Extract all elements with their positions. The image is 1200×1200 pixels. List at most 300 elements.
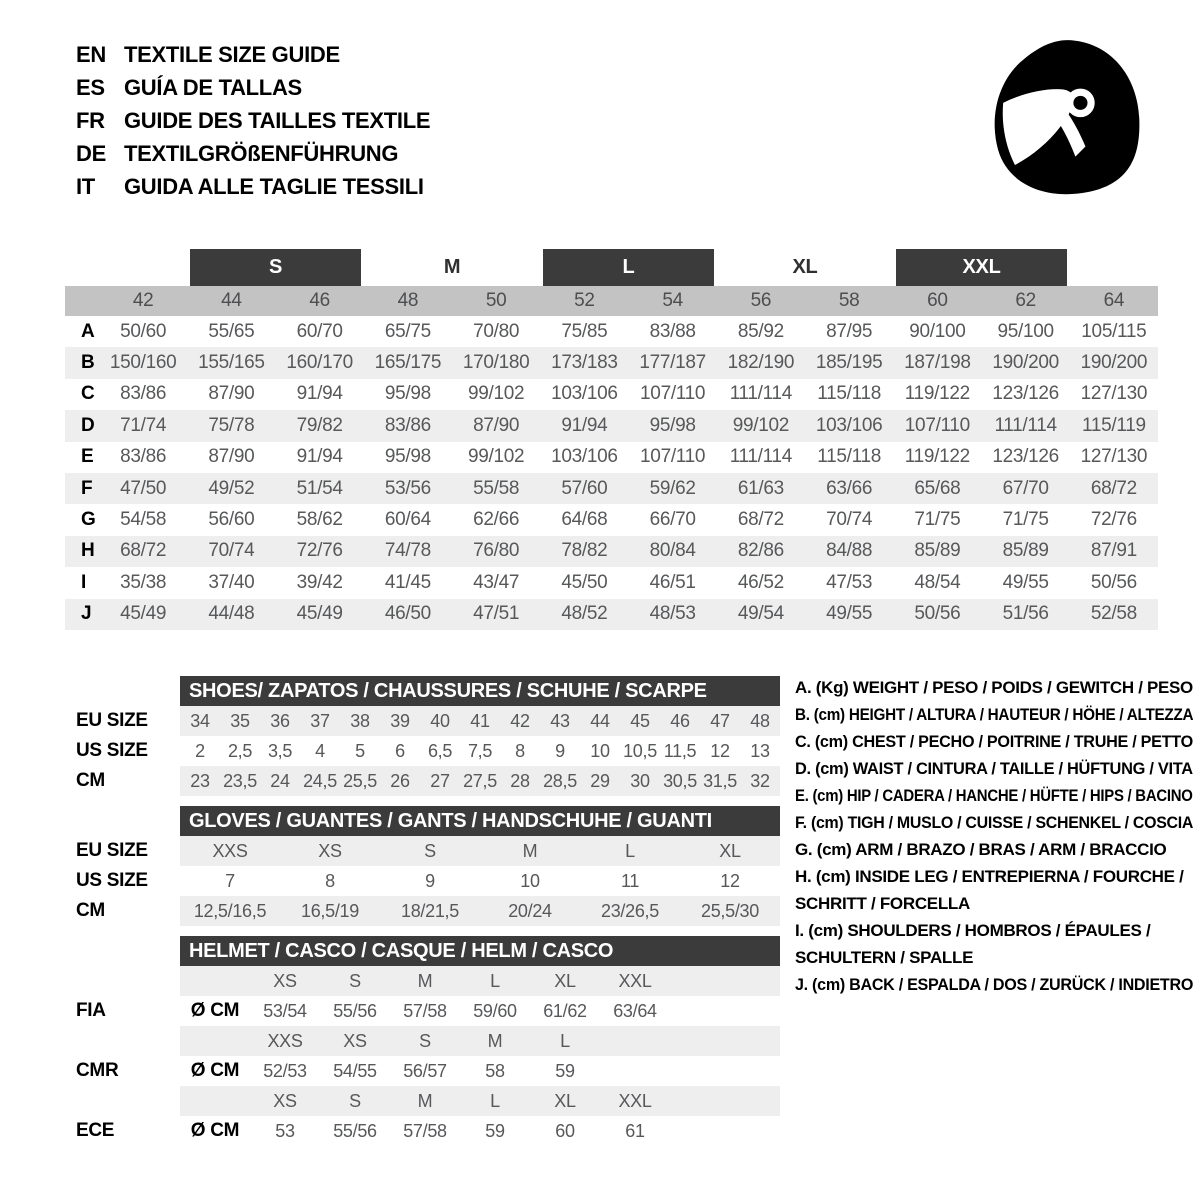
numeric-size-tick: 64 (1103, 290, 1125, 311)
helmet-size-label: M (417, 1090, 433, 1111)
legend-item (795, 971, 1193, 998)
shoes-value: 24,5 (303, 770, 337, 791)
measure-row-b (65, 347, 1158, 378)
measure-value: 47/50 (120, 477, 167, 499)
measure-value: 87/90 (208, 446, 255, 468)
helmet-row-label: CMR (76, 1060, 119, 1081)
language-title: TEXTILE SIZE GUIDE (124, 41, 340, 67)
shoes-rows (65, 706, 800, 796)
measure-value: 78/82 (561, 540, 608, 562)
measure-value: 71/75 (914, 509, 961, 531)
helmet-size-label: S (349, 970, 361, 991)
measure-value: 68/72 (737, 509, 784, 531)
size-group-xl: XL (792, 256, 818, 278)
shoes-value: 23 (190, 770, 210, 791)
legend-line: J. (cm) BACK / ESPALDA / DOS / ZURÜCK / INDIETRO (795, 975, 1194, 994)
language-code: ES (76, 74, 105, 100)
shoes-value: 11,5 (663, 740, 697, 761)
row-letter: C (81, 383, 95, 405)
measure-value: 105/115 (1081, 320, 1147, 342)
gloves-row-label: CM (76, 900, 105, 921)
shoes-value: 44 (590, 710, 610, 731)
size-group-xxl: XXL (896, 249, 1067, 286)
measure-value: 150/160 (109, 352, 177, 374)
shoes-row-label: CM (76, 770, 105, 791)
measure-value: 70/80 (473, 320, 520, 342)
measure-value: 74/78 (384, 540, 431, 562)
gloves-title: GLOVES / GUANTES / GANTS / HANDSCHUHE / GUANTI (189, 809, 712, 832)
helmet-value: 54/55 (333, 1060, 377, 1081)
helmet-section (65, 936, 800, 1146)
measure-value: 85/89 (1002, 540, 1049, 562)
helmet-size-label: L (490, 1090, 500, 1111)
measure-value: 190/200 (1080, 352, 1148, 374)
helmet-row-label (65, 966, 180, 996)
size-group-m: M (443, 256, 461, 278)
measure-value: 70/74 (208, 540, 255, 562)
gloves-row-values (180, 896, 780, 926)
numeric-size-tick: 42 (132, 290, 154, 311)
shoes-row-label: EU SIZE (76, 710, 148, 731)
shoes-value: 30 (630, 770, 650, 791)
numeric-size-tick: 60 (927, 290, 948, 311)
measure-value: 103/106 (551, 383, 618, 405)
shoes-header-bar (180, 676, 780, 706)
gloves-row-values (180, 836, 780, 866)
helmet-size-label: XL (554, 970, 576, 991)
measure-value: 170/180 (462, 352, 530, 374)
measure-value: 57/60 (561, 477, 608, 499)
diameter-label: Ø CM (190, 1000, 240, 1021)
measure-value: 66/70 (649, 509, 696, 531)
measure-value: 80/84 (649, 540, 696, 562)
shoes-value: 28,5 (543, 770, 577, 791)
legend-line: C. (cm) CHEST / PECHO / POITRINE / TRUHE / PETTO (795, 732, 1193, 751)
shoes-value: 6 (395, 740, 405, 761)
numeric-size-tick: 46 (309, 290, 330, 311)
helmet-value: 63/64 (613, 1000, 657, 1021)
shoes-value: 2,5 (227, 740, 253, 761)
measure-value: 85/89 (914, 540, 961, 562)
measure-value: 107/110 (904, 414, 970, 436)
helmet-value: 61 (625, 1120, 645, 1141)
language-row (76, 170, 430, 203)
gloves-row-label: EU SIZE (76, 840, 148, 861)
helmet-value: 59/60 (473, 1000, 517, 1021)
gloves-value: S (424, 840, 436, 861)
helmet-size-label: L (490, 970, 500, 991)
measure-value: 127/130 (1080, 383, 1148, 405)
helmet-size-label: M (417, 970, 433, 991)
language-title: GUÍA DE TALLAS (124, 74, 302, 100)
measure-value: 190/200 (992, 352, 1059, 374)
helmet-size-label: XXL (618, 1090, 652, 1111)
measure-value: 115/119 (1081, 414, 1146, 436)
measure-value: 51/56 (1002, 603, 1049, 625)
numeric-size-row (65, 286, 1158, 316)
measure-value: 35/38 (120, 571, 167, 593)
diameter-label: Ø CM (190, 1060, 240, 1081)
measure-row-d (65, 410, 1158, 441)
measure-value: 45/49 (296, 603, 343, 625)
shoes-value: 31,5 (703, 770, 737, 791)
measure-value: 45/49 (120, 603, 167, 625)
measure-value: 75/78 (208, 414, 255, 436)
row-letter: A (81, 320, 95, 342)
measure-value: 72/76 (296, 540, 343, 562)
legend-line: H. (cm) INSIDE LEG / ENTREPIERNA / FOURCHE / (795, 867, 1184, 886)
helmet-value: 57/58 (403, 1120, 447, 1141)
measure-row-c (65, 379, 1158, 410)
measure-value: 127/130 (1080, 446, 1148, 468)
measure-value: 95/98 (649, 414, 696, 436)
language-title: GUIDA ALLE TAGLIE TESSILI (124, 173, 424, 199)
legend-line: D. (cm) WAIST / CINTURA / TAILLE / HÜFTUNG / VITA (795, 759, 1193, 778)
measure-value: 84/88 (826, 540, 873, 562)
measure-value: 50/60 (120, 320, 167, 342)
measure-value: 54/58 (120, 509, 167, 531)
measure-row-g (65, 504, 1158, 535)
measure-value: 46/50 (384, 603, 431, 625)
gloves-value: 12 (720, 870, 740, 891)
language-code: FR (76, 107, 105, 133)
shoes-value: 12 (710, 740, 730, 761)
legend-item (795, 836, 1193, 863)
measure-row-i (65, 567, 1158, 598)
measure-value: 173/183 (551, 352, 618, 374)
measure-value: 187/198 (904, 352, 971, 374)
helmet-row-values (180, 966, 780, 996)
shoes-row (65, 736, 800, 766)
measure-value: 68/72 (1090, 477, 1137, 499)
shoes-section (65, 676, 800, 796)
measure-row-h (65, 536, 1158, 567)
helmet-row (65, 1086, 800, 1116)
row-letter: B (81, 352, 95, 374)
helmet-value: 53/54 (263, 1000, 307, 1021)
shoes-row-values (180, 706, 780, 736)
legend-line: G. (cm) ARM / BRAZO / BRAS / ARM / BRACCIO (795, 840, 1167, 859)
measure-value: 155/165 (198, 352, 265, 374)
numeric-size-tick: 56 (750, 290, 772, 311)
shoes-value: 5 (355, 740, 365, 761)
measure-value: 119/122 (904, 446, 970, 468)
helmet-value: 55/56 (333, 1120, 377, 1141)
shoes-value: 3,5 (267, 740, 293, 761)
numeric-size-tick: 62 (1015, 290, 1036, 311)
measure-value: 83/88 (649, 320, 696, 342)
language-code: EN (76, 41, 106, 67)
helmet-size-label: L (560, 1030, 570, 1051)
measure-value: 37/40 (208, 571, 255, 593)
measure-value: 87/91 (1090, 540, 1137, 562)
helmet-size-label: XS (273, 1090, 297, 1111)
helmet-value: 56/57 (403, 1060, 447, 1081)
measure-value: 123/126 (992, 383, 1059, 405)
size-group-s: S (190, 249, 361, 286)
helmet-value: 52/53 (263, 1060, 307, 1081)
shoes-value: 29 (590, 770, 610, 791)
language-title: TEXTILGRÖßENFÜHRUNG (124, 140, 399, 166)
measure-value: 90/100 (909, 320, 966, 342)
row-letter: F (81, 477, 93, 499)
measure-value: 60/64 (384, 509, 431, 531)
measure-value: 45/50 (561, 571, 608, 593)
measure-value: 46/52 (737, 571, 784, 593)
language-code: DE (76, 140, 106, 166)
measure-value: 62/66 (473, 509, 520, 531)
helmet-header-bar (180, 936, 780, 966)
gloves-header-bar (180, 806, 780, 836)
helmet-value: 53 (275, 1120, 295, 1141)
legend-item (795, 701, 1193, 728)
legend-line: I. (cm) SHOULDERS / HOMBROS / ÉPAULES / (795, 921, 1151, 940)
helmet-row-values (180, 996, 780, 1026)
measure-value: 83/86 (120, 446, 167, 468)
gloves-section (65, 806, 800, 926)
shoes-row-values (180, 736, 780, 766)
measure-value: 115/118 (817, 446, 881, 468)
legend-line: SCHULTERN / SPALLE (795, 948, 974, 967)
helmet-row-label: FIA (76, 1000, 106, 1021)
shoes-value: 2 (195, 740, 205, 761)
legend-item (795, 755, 1193, 782)
helmet-row-values (180, 1086, 780, 1116)
measure-value: 48/52 (561, 603, 608, 625)
gloves-value: XXS (212, 840, 248, 861)
measure-value: 91/94 (561, 414, 608, 436)
shoes-value: 34 (190, 710, 210, 731)
legend-item (795, 728, 1193, 755)
helmet-rows (65, 966, 800, 1146)
measure-value: 103/106 (815, 414, 883, 436)
language-code: IT (76, 173, 95, 199)
legend-line: A. (Kg) WEIGHT / PESO / POIDS / GEWITCH / PESO (795, 678, 1193, 697)
shoes-value: 26 (390, 770, 410, 791)
measure-value: 165/175 (374, 352, 442, 374)
numeric-size-tick: 54 (662, 290, 683, 311)
legend-item (795, 809, 1193, 836)
helmet-row-values (180, 1026, 780, 1056)
measure-value: 83/86 (120, 383, 167, 405)
shoes-value: 24 (270, 770, 290, 791)
helmet-row-values (180, 1056, 780, 1086)
shoes-value: 32 (750, 770, 770, 791)
shoes-value: 9 (555, 740, 565, 761)
racing-helmet-icon (983, 28, 1151, 208)
helmet-value: 59 (485, 1120, 505, 1141)
shoes-value: 35 (230, 710, 250, 731)
language-header (76, 38, 430, 203)
measure-value: 72/76 (1090, 509, 1137, 531)
measure-value: 59/62 (649, 477, 696, 499)
helmet-size-label: XS (343, 1030, 367, 1051)
shoes-value: 42 (510, 710, 530, 731)
shoes-value: 48 (750, 710, 770, 731)
measure-value: 95/98 (384, 383, 431, 405)
measure-value: 65/75 (384, 320, 431, 342)
measure-value: 47/51 (473, 603, 520, 625)
measure-value: 67/70 (1002, 477, 1049, 499)
helmet-size-label: S (419, 1030, 431, 1051)
gloves-value: L (625, 840, 635, 861)
measure-value: 64/68 (561, 509, 608, 531)
legend-line: B. (cm) HEIGHT / ALTURA / HAUTEUR / HÖHE / ALTEZZA (795, 705, 1194, 724)
measure-value: 160/170 (286, 352, 353, 374)
measure-value: 123/126 (992, 446, 1059, 468)
helmet-row-values (180, 1116, 780, 1146)
gloves-value: 10 (520, 870, 540, 891)
language-row (76, 38, 430, 71)
measure-value: 91/94 (296, 446, 343, 468)
measure-value: 49/55 (826, 603, 873, 625)
row-letter: I (81, 571, 86, 593)
measure-value: 87/90 (473, 414, 520, 436)
measure-value: 39/42 (296, 571, 343, 593)
shoes-value: 30,5 (663, 770, 697, 791)
measure-value: 65/68 (914, 477, 961, 499)
gloves-value: 25,5/30 (701, 900, 759, 921)
measure-value: 185/195 (815, 352, 883, 374)
measure-value: 41/45 (384, 571, 431, 593)
measure-value: 87/95 (826, 320, 873, 342)
measure-value: 50/56 (1090, 571, 1137, 593)
measure-value: 107/110 (640, 383, 706, 405)
measure-value: 111/114 (729, 446, 793, 468)
measure-value: 99/102 (467, 383, 525, 405)
helmet-row (65, 996, 800, 1026)
measure-value: 95/100 (997, 320, 1054, 342)
shoes-value: 8 (515, 740, 525, 761)
helmet-size-label: XS (273, 970, 297, 991)
measure-value: 48/54 (914, 571, 961, 593)
gloves-row (65, 896, 800, 926)
measure-row-e (65, 442, 1158, 473)
numeric-size-tick: 44 (221, 290, 242, 311)
measure-value: 61/63 (737, 477, 784, 499)
gloves-value: 7 (225, 870, 235, 891)
helmet-row (65, 1056, 800, 1086)
shoes-value: 6,5 (427, 740, 453, 761)
gloves-value: 11 (620, 870, 640, 891)
size-group-l: L (543, 249, 714, 286)
numeric-size-tick: 58 (838, 290, 860, 311)
shoes-value: 10,5 (623, 740, 657, 761)
measure-value: 60/70 (296, 320, 343, 342)
gloves-value: 9 (425, 870, 435, 891)
language-row (76, 104, 430, 137)
language-title: GUIDE DES TAILLES TEXTILE (124, 107, 431, 133)
shoes-value: 45 (630, 710, 650, 731)
measure-value: 49/52 (208, 477, 255, 499)
measure-value: 95/98 (384, 446, 431, 468)
helmet-size-label: XL (554, 1090, 576, 1111)
shoes-value: 10 (590, 740, 610, 761)
legend-line: SCHRITT / FORCELLA (795, 894, 970, 913)
shoes-value: 37 (310, 710, 330, 731)
shoes-value: 36 (270, 710, 290, 731)
measure-value: 177/187 (639, 352, 706, 374)
measure-value: 48/53 (649, 603, 696, 625)
row-letter: J (81, 603, 92, 625)
shoes-value: 38 (350, 710, 370, 731)
measure-value: 43/47 (473, 571, 520, 593)
legend-item (795, 917, 1193, 971)
measure-value: 111/114 (994, 414, 1057, 436)
measure-value: 46/51 (649, 571, 696, 593)
measure-value: 76/80 (473, 540, 520, 562)
helmet-title: HELMET / CASCO / CASQUE / HELM / CASCO (189, 939, 614, 962)
helmet-value: 58 (485, 1060, 505, 1081)
measure-value: 71/74 (120, 414, 167, 436)
numeric-size-tick: 48 (397, 290, 419, 311)
shoes-value: 7,5 (467, 740, 493, 761)
measure-value: 49/55 (1002, 571, 1049, 593)
legend-line: F. (cm) TIGH / MUSLO / CUISSE / SCHENKEL / COSCIA (795, 813, 1194, 832)
shoes-value: 25,5 (343, 770, 377, 791)
shoes-title: SHOES/ ZAPATOS / CHAUSSURES / SCHUHE / SCARPE (189, 679, 707, 702)
row-letter: H (81, 540, 95, 562)
measure-value: 119/122 (904, 383, 970, 405)
shoes-value: 23,5 (223, 770, 257, 791)
measure-value: 56/60 (208, 509, 255, 531)
shoes-value: 46 (670, 710, 690, 731)
measure-value: 99/102 (732, 414, 790, 436)
gloves-value: XS (318, 840, 342, 861)
measure-value: 55/58 (473, 477, 520, 499)
shoes-value: 47 (710, 710, 730, 731)
measure-value: 83/86 (384, 414, 431, 436)
legend-line: E. (cm) HIP / CADERA / HANCHE / HÜFTE / HIPS / BACINO (795, 786, 1193, 805)
shoes-value: 41 (470, 710, 490, 731)
measure-value: 55/65 (208, 320, 255, 342)
helmet-size-label: S (349, 1090, 361, 1111)
measure-value: 182/190 (727, 352, 795, 374)
diameter-label: Ø CM (190, 1120, 240, 1141)
helmet-row (65, 966, 800, 996)
gloves-row (65, 836, 800, 866)
measure-value: 79/82 (296, 414, 343, 436)
numeric-size-tick: 52 (574, 290, 595, 311)
measure-value: 103/106 (551, 446, 618, 468)
measure-value: 49/54 (737, 603, 784, 625)
measure-value: 44/48 (208, 603, 255, 625)
shoes-row (65, 766, 800, 796)
measure-value: 107/110 (640, 446, 706, 468)
gloves-value: M (522, 840, 538, 861)
measure-value: 70/74 (826, 509, 873, 531)
measure-row-f (65, 473, 1158, 504)
numeric-size-tick: 50 (485, 290, 507, 311)
row-letter: D (81, 414, 95, 436)
legend-item (795, 782, 1193, 809)
shoes-value: 39 (390, 710, 410, 731)
helmet-size-label: XXL (618, 970, 652, 991)
measure-value: 52/58 (1090, 603, 1137, 625)
shoes-row (65, 706, 800, 736)
measure-value: 63/66 (826, 477, 873, 499)
measure-value: 87/90 (208, 383, 255, 405)
shoes-value: 13 (750, 740, 770, 761)
shoes-value: 28 (510, 770, 530, 791)
measure-value: 115/118 (817, 383, 881, 405)
gloves-value: 18/21,5 (401, 900, 459, 921)
helmet-row-label: ECE (76, 1120, 115, 1141)
measure-value: 51/54 (296, 477, 343, 499)
helmet-size-label: XXS (267, 1030, 303, 1051)
gloves-value: 16,5/19 (301, 900, 359, 921)
measure-value: 71/75 (1002, 509, 1049, 531)
